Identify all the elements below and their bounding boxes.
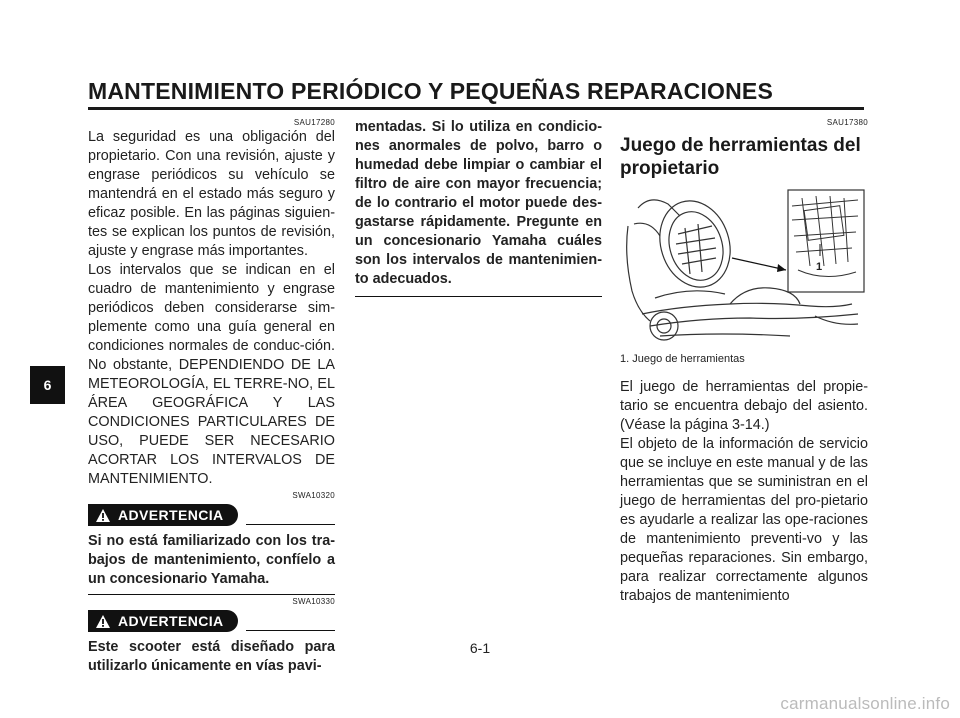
watermark: carmanualsonline.info	[780, 694, 950, 713]
figure-caption: 1. Juego de herramientas	[620, 353, 745, 365]
service-info-paragraph: El objeto de la información de servicio que se incluye en este manual y de las herramientas que se suministran en el juego de herramientas del pro-pietario es ayudarle a realizar las ope-raciones de mantenimiento preventi-vo y las pequeñas reparaciones. Sin embargo, para realizar correctamente algunos trabajos de mantenimiento	[620, 436, 868, 604]
warning-icon	[96, 615, 110, 628]
title-rule	[88, 107, 864, 110]
page-number: 6-1	[469, 640, 491, 656]
warning-code: SWA10320	[292, 491, 335, 500]
column-middle	[355, 118, 602, 297]
warning-label: ADVERTENCIA	[118, 506, 224, 523]
chapter-tab: 6	[30, 366, 65, 404]
warning-header	[88, 504, 335, 526]
warning-divider	[246, 630, 335, 631]
warning-end-rule	[355, 296, 602, 297]
warning-text: Este scooter está diseñado para utilizarlo únicamente en vías pavi-	[88, 639, 335, 674]
figure-callout-number: 1	[816, 261, 823, 273]
section-code: SAU17380	[826, 118, 868, 127]
page-title: MANTENIMIENTO PERIÓDICO Y PEQUEÑAS REPARACIONES	[88, 78, 774, 104]
toolkit-figure	[620, 186, 868, 346]
column-left	[88, 118, 335, 676]
warning-icon	[96, 509, 110, 522]
warning-header	[88, 610, 335, 632]
intervals-paragraph: Los intervalos que se indican en el cuadro de mantenimiento y engrase periódicos deben considerarse sim-plemente como una guía general en condiciones normales de conduc-ción. No obstante, DEPENDIENDO DE LA METEOROLOGÍA, EL TERRE-NO, EL ÁREA GEOGRÁFICA Y LAS CONDICIONES PARTICULARES DE USO, PUEDE SER NECESARIO ACORTAR LOS INTERVALOS DE MANTENIMIENTO.	[88, 262, 335, 487]
warning-divider	[246, 524, 335, 525]
intro-paragraph: La seguridad es una obligación del propietario. Con una revisión, ajuste y engrase periódicos su vehículo se mantendrá en el estado más seguro y eficaz posible. En las páginas siguien-tes se explican los puntos de revisión, ajuste y engrase más importantes.	[88, 129, 335, 259]
section-code: SAU17280	[293, 118, 335, 127]
warning-label: ADVERTENCIA	[118, 612, 224, 629]
column-right	[620, 118, 868, 606]
warning-text: Si no está familiarizado con los tra-bajos de mantenimiento, confíelo a un concesionario Yamaha.	[88, 533, 335, 587]
scooter-illustration	[620, 186, 868, 346]
warning-code: SWA10330	[292, 597, 335, 606]
warning-badge	[88, 610, 238, 632]
warning-badge	[88, 504, 238, 526]
warning-end-rule	[88, 594, 335, 595]
section-heading: Juego de herramientas del propietario	[620, 135, 861, 179]
warning-continued-text: mentadas. Si lo utiliza en condicio-nes anormales de polvo, barro o humedad debe limpiar o cambiar el filtro de aire con mayor frecuencia; de lo contrario el motor puede des-gastarse rápidamente. Pregunte en un concesionario Yamaha cuáles son los intervalos de mantenimien-to adecuados.	[355, 119, 602, 287]
toolkit-location-paragraph: El juego de herramientas del propie-tario se encuentra debajo del asiento. (Véase la página 3-14.)	[620, 379, 868, 433]
